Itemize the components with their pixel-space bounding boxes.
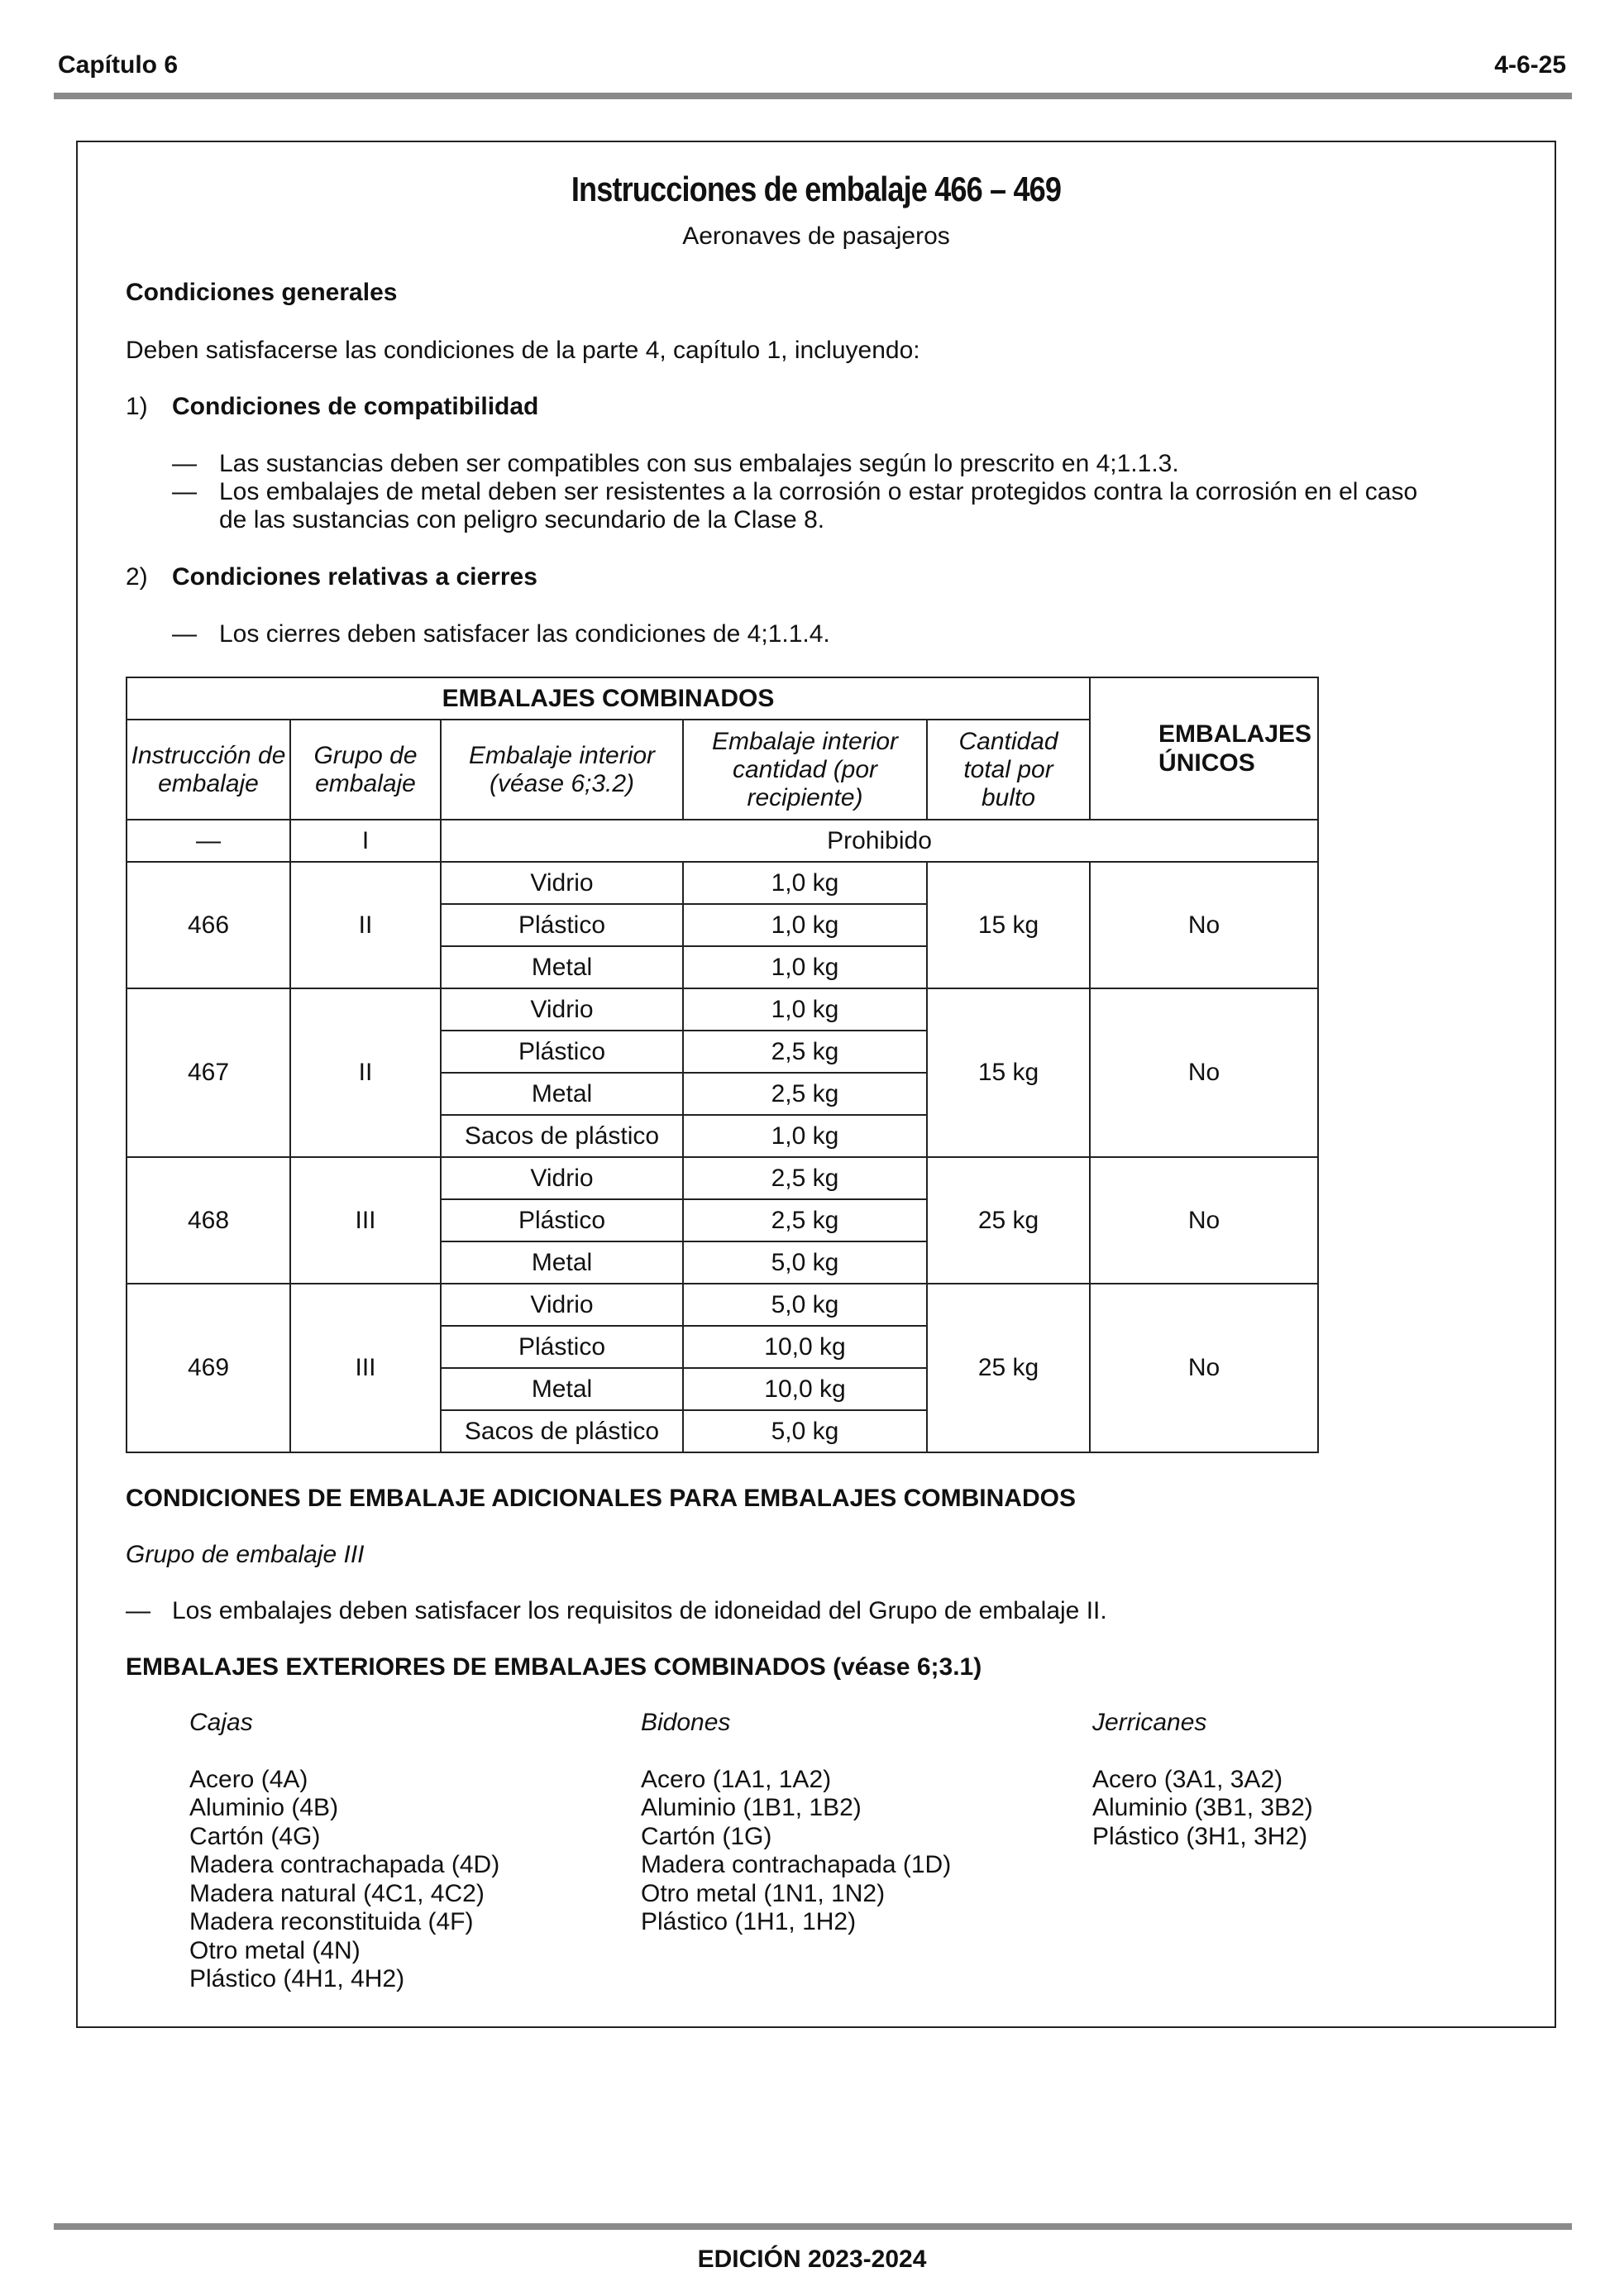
prohibited-instruction: — bbox=[127, 820, 290, 862]
qty-cell: 5,0 kg bbox=[683, 1410, 927, 1452]
dash-bullet: — bbox=[172, 478, 197, 505]
outer-column-drums bbox=[641, 1709, 951, 1937]
outer-column-jerricans bbox=[1092, 1709, 1313, 1851]
qty-cell: 2,5 kg bbox=[683, 1199, 927, 1241]
list-item: Plástico (1H1, 1H2) bbox=[641, 1908, 857, 1935]
list-item: Madera natural (4C1, 4C2) bbox=[189, 1879, 485, 1907]
qty-cell: 10,0 kg bbox=[683, 1326, 927, 1368]
single-466: No bbox=[1090, 862, 1318, 988]
list-item: Plástico (3H1, 3H2) bbox=[1092, 1822, 1308, 1850]
inner-cell: Sacos de plástico bbox=[441, 1410, 683, 1452]
total-466: 15 kg bbox=[927, 862, 1090, 988]
general-conditions-intro: Deben satisfacerse las condiciones de la parte 4, capítulo 1, incluyendo: bbox=[126, 337, 920, 364]
compat-bullet-2-cont: de las sustancias con peligro secundario de la Clase 8. bbox=[219, 506, 825, 533]
dash-bullet: — bbox=[172, 450, 197, 477]
qty-cell: 1,0 kg bbox=[683, 946, 927, 988]
single-467: No bbox=[1090, 988, 1318, 1157]
inner-cell: Sacos de plástico bbox=[441, 1115, 683, 1157]
packing-instructions-table bbox=[126, 677, 1319, 1453]
prohibited-text: Prohibido bbox=[441, 820, 1318, 862]
compat-bullet-2: Los embalajes de metal deben ser resistentes a la corrosión o estar protegidos contra la corrosión en el caso bbox=[219, 478, 1418, 505]
list-item: Acero (1A1, 1A2) bbox=[641, 1765, 832, 1793]
column-title: Bidones bbox=[641, 1709, 731, 1736]
group-466: II bbox=[290, 862, 441, 988]
prohibited-group: I bbox=[290, 820, 441, 862]
item1-title: Condiciones de compatibilidad bbox=[172, 393, 539, 420]
qty-cell: 1,0 kg bbox=[683, 988, 927, 1031]
total-468: 25 kg bbox=[927, 1157, 1090, 1284]
additional-bullet: Los embalajes deben satisfacer los requisitos de idoneidad del Grupo de embalaje II. bbox=[172, 1597, 1107, 1624]
inner-cell: Vidrio bbox=[441, 862, 683, 904]
group-467: II bbox=[290, 988, 441, 1157]
instruction-469: 469 bbox=[127, 1284, 290, 1452]
page-title: Instrucciones de embalaje 466 – 469 bbox=[571, 170, 1062, 208]
group-468: III bbox=[290, 1157, 441, 1284]
outer-column-boxes bbox=[189, 1709, 499, 1994]
page-subtitle: Aeronaves de pasajeros bbox=[682, 222, 950, 250]
combined-packagings-header: EMBALAJES COMBINADOS bbox=[127, 677, 1090, 720]
inner-cell: Vidrio bbox=[441, 988, 683, 1031]
qty-cell: 1,0 kg bbox=[683, 904, 927, 946]
column-title: Cajas bbox=[189, 1709, 253, 1736]
header-rule bbox=[54, 93, 1572, 99]
instruction-467: 467 bbox=[127, 988, 290, 1157]
inner-cell: Plástico bbox=[441, 1031, 683, 1073]
footer-rule bbox=[54, 2223, 1572, 2230]
instruction-466: 466 bbox=[127, 862, 290, 988]
qty-cell: 5,0 kg bbox=[683, 1284, 927, 1326]
page-number: 4-6-25 bbox=[1494, 51, 1566, 79]
list-item: Cartón (4G) bbox=[189, 1822, 321, 1850]
dash-bullet: — bbox=[172, 620, 197, 648]
col-header-total: Cantidad total por bulto bbox=[927, 720, 1090, 820]
column-title: Jerricanes bbox=[1092, 1709, 1207, 1736]
qty-cell: 2,5 kg bbox=[683, 1031, 927, 1073]
outer-packagings-heading: EMBALAJES EXTERIORES DE EMBALAJES COMBINADOS (véase 6;3.1) bbox=[126, 1653, 982, 1681]
inner-cell: Metal bbox=[441, 1073, 683, 1115]
inner-cell: Plástico bbox=[441, 904, 683, 946]
inner-cell: Plástico bbox=[441, 1199, 683, 1241]
col-header-inner: Embalaje interior (véase 6;3.2) bbox=[441, 720, 683, 820]
total-467: 15 kg bbox=[927, 988, 1090, 1157]
item2-title: Condiciones relativas a cierres bbox=[172, 563, 537, 591]
list-item: Aluminio (4B) bbox=[189, 1794, 339, 1821]
inner-cell: Metal bbox=[441, 1368, 683, 1410]
list-item: Aluminio (1B1, 1B2) bbox=[641, 1794, 862, 1821]
packing-group-label: Grupo de embalaje III bbox=[126, 1541, 365, 1568]
chapter-label: Capítulo 6 bbox=[58, 51, 179, 79]
group-469: III bbox=[290, 1284, 441, 1452]
closure-bullet: Los cierres deben satisfacer las condiciones de 4;1.1.4. bbox=[219, 620, 830, 648]
qty-cell: 1,0 kg bbox=[683, 862, 927, 904]
list-item: Madera contrachapada (4D) bbox=[189, 1851, 500, 1878]
dash-bullet: — bbox=[126, 1597, 150, 1624]
list-item: Plástico (4H1, 4H2) bbox=[189, 1965, 405, 1992]
list-item: Otro metal (4N) bbox=[189, 1936, 361, 1964]
list-item: Acero (3A1, 3A2) bbox=[1092, 1765, 1283, 1793]
list-item: Madera reconstituida (4F) bbox=[189, 1908, 474, 1935]
col-header-group: Grupo de embalaje bbox=[290, 720, 441, 820]
total-469: 25 kg bbox=[927, 1284, 1090, 1452]
single-packagings-header: EMBALAJES ÚNICOS bbox=[1090, 677, 1318, 820]
qty-cell: 10,0 kg bbox=[683, 1368, 927, 1410]
inner-cell: Plástico bbox=[441, 1326, 683, 1368]
inner-cell: Metal bbox=[441, 946, 683, 988]
single-469: No bbox=[1090, 1284, 1318, 1452]
inner-cell: Vidrio bbox=[441, 1284, 683, 1326]
list-item: Cartón (1G) bbox=[641, 1822, 772, 1850]
list-item: Otro metal (1N1, 1N2) bbox=[641, 1879, 886, 1907]
additional-conditions-heading: CONDICIONES DE EMBALAJE ADICIONALES PARA EMBALAJES COMBINADOS bbox=[126, 1485, 1076, 1512]
inner-cell: Metal bbox=[441, 1241, 683, 1284]
compat-bullet-1: Las sustancias deben ser compatibles con sus embalajes según lo prescrito en 4;1.1.3. bbox=[219, 450, 1179, 477]
edition-label: EDICIÓN 2023-2024 bbox=[697, 2246, 927, 2273]
single-468: No bbox=[1090, 1157, 1318, 1284]
qty-cell: 1,0 kg bbox=[683, 1115, 927, 1157]
instruction-468: 468 bbox=[127, 1157, 290, 1284]
inner-cell: Vidrio bbox=[441, 1157, 683, 1199]
col-header-quantity: Embalaje interior cantidad (por recipiente) bbox=[683, 720, 927, 820]
list-item: Acero (4A) bbox=[189, 1765, 308, 1793]
col-header-instruction: Instrucción de embalaje bbox=[127, 720, 290, 820]
item1-number: 1) bbox=[126, 393, 148, 420]
qty-cell: 2,5 kg bbox=[683, 1073, 927, 1115]
qty-cell: 2,5 kg bbox=[683, 1157, 927, 1199]
list-item: Aluminio (3B1, 3B2) bbox=[1092, 1794, 1313, 1821]
item2-number: 2) bbox=[126, 563, 148, 591]
qty-cell: 5,0 kg bbox=[683, 1241, 927, 1284]
list-item: Madera contrachapada (1D) bbox=[641, 1851, 952, 1878]
general-conditions-heading: Condiciones generales bbox=[126, 279, 398, 306]
